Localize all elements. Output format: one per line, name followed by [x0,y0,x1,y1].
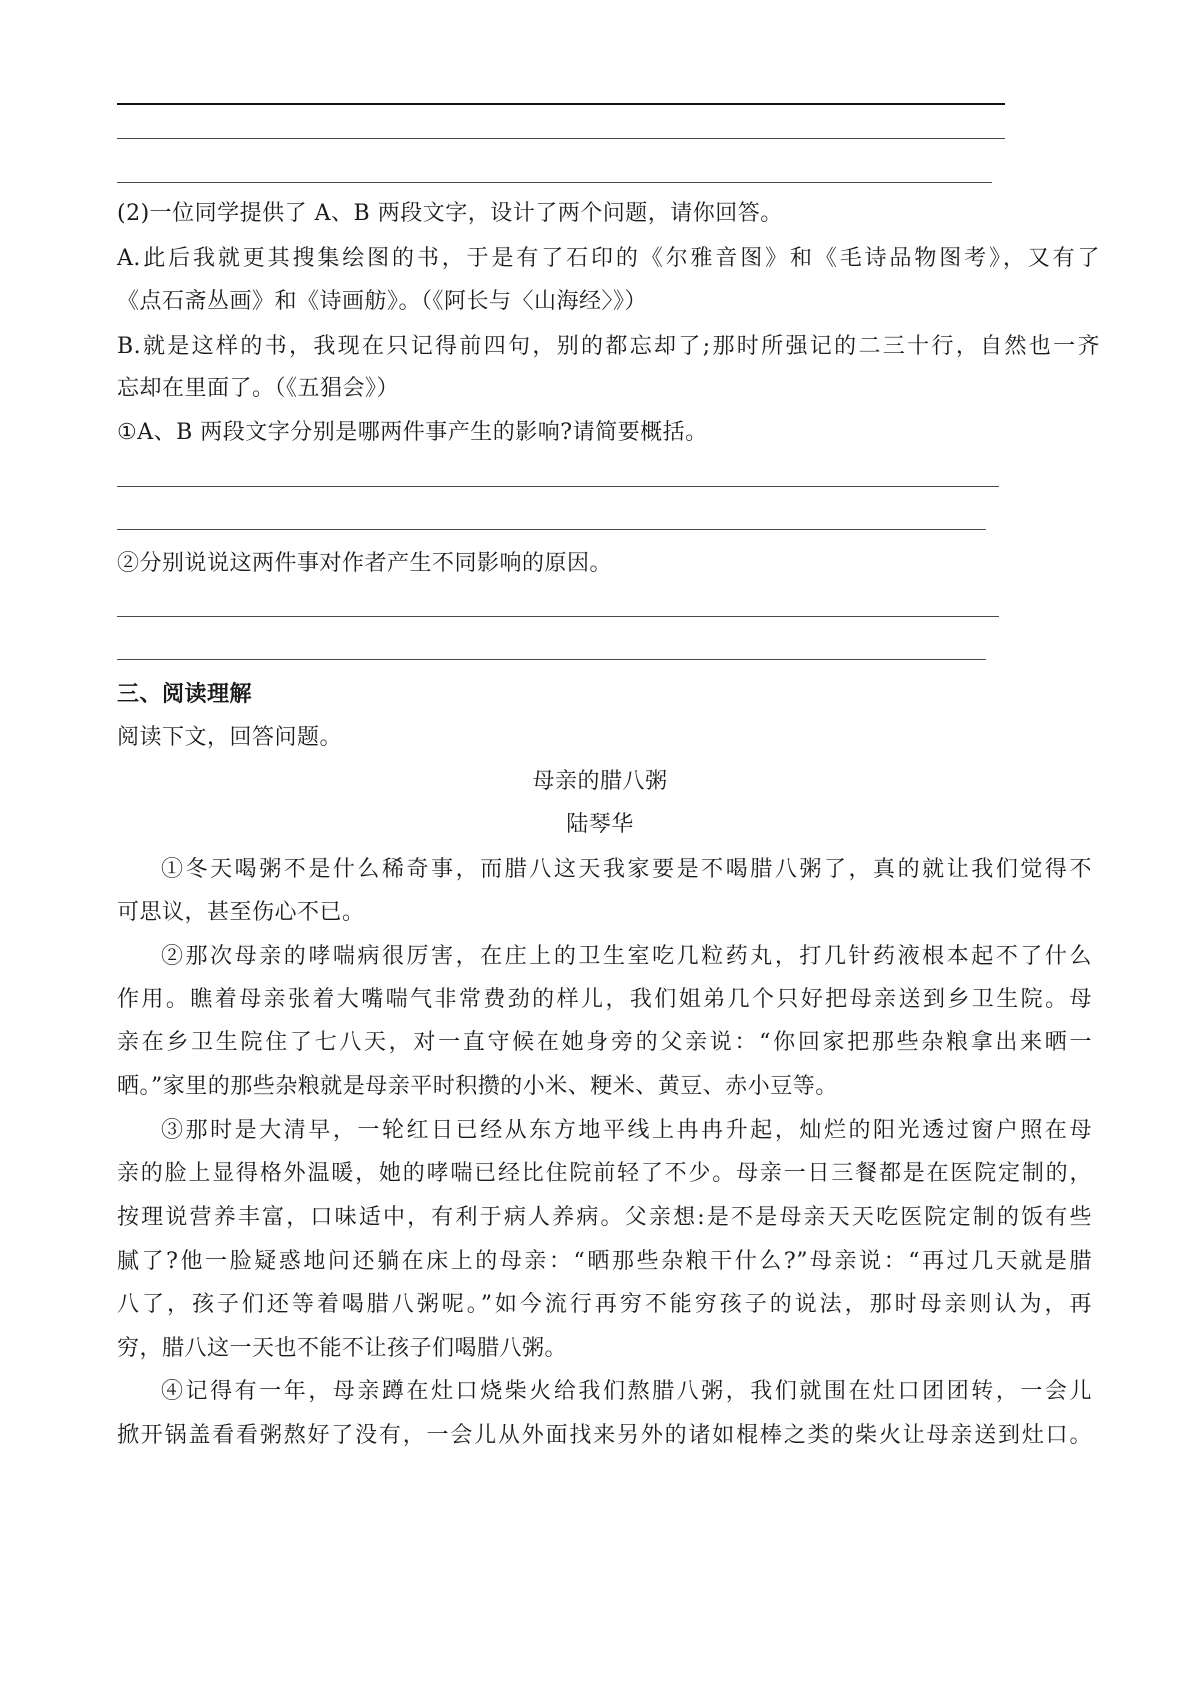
sub-question-1: ①A、B 两段文字分别是哪两件事产生的影响?请简要概括。 [117,420,708,445]
answer-line[interactable] [117,103,1005,105]
paragraph-line: 晒。”家里的那些杂粮就是母亲平时积攒的小米、粳米、黄豆、赤小豆等。 [117,1074,838,1099]
answer-line[interactable] [117,182,992,183]
paragraph-line: 亲的脸上显得格外温暖，她的哮喘已经比住院前轻了不少。母亲一日三餐都是在医院定制的， [117,1161,1092,1186]
paragraph-line: 可思议，甚至伤心不已。 [117,900,365,925]
instruction: 阅读下文，回答问题。 [117,725,343,750]
answer-line[interactable] [117,486,999,487]
article-author: 陆琴华 [566,812,634,837]
question-2: (2)一位同学提供了 A、B 两段文字，设计了两个问题，请你回答。 [117,201,783,226]
paragraph-line: 八了，孩子们还等着喝腊八粥呢。”如今流行再穷不能穷孩子的说法，那时母亲则认为，再 [117,1292,1092,1317]
paragraph-line: 作用。瞧着母亲张着大嘴喘气非常费劲的样儿，我们姐弟几个只好把母亲送到乡卫生院。母 [117,987,1092,1012]
paragraph-line: 按理说营养丰富，口味适中，有利于病人养病。父亲想:是不是母亲天天吃医院定制的饭有些 [117,1205,1092,1230]
paragraph-line: 腻了?他一脸疑惑地问还躺在床上的母亲：“晒那些杂粮干什么?”母亲说：“再过几天就是腊 [117,1249,1092,1274]
paragraph-line: 亲在乡卫生院住了七八天，对一直守候在她身旁的父亲说：“你回家把那些杂粮拿出来晒一 [117,1030,1093,1055]
paragraph-line: ①冬天喝粥不是什么稀奇事，而腊八这天我家要是不喝腊八粥了，真的就让我们觉得不 [161,857,1092,882]
text-a-line: 《点石斋丛画》和《诗画舫》。（《阿长与〈山海经〉》） [117,289,648,314]
answer-line[interactable] [117,659,986,660]
paragraph-line: ③那时是大清早，一轮红日已经从东方地平线上冉冉升起，灿烂的阳光透过窗户照在母 [161,1118,1092,1143]
text-a-line: A.此后我就更其搜集绘图的书，于是有了石印的《尔雅音图》和《毛诗品物图考》，又有了 [117,246,1100,271]
text-b-line: B.就是这样的书，我现在只记得前四句，别的都忘却了;那时所强记的二三十行，自然也一齐 [117,334,1100,359]
paragraph-line: 穷，腊八这一天也不能不让孩子们喝腊八粥。 [117,1336,568,1361]
answer-line[interactable] [117,529,986,530]
answer-line[interactable] [117,616,999,617]
paragraph-line: ④记得有一年，母亲蹲在灶口烧柴火给我们熬腊八粥，我们就围在灶口团团转，一会儿 [161,1379,1092,1404]
sub-question-2: ②分别说说这两件事对作者产生不同影响的原因。 [117,551,613,576]
article-title: 母亲的腊八粥 [532,769,668,794]
paragraph-line: ②那次母亲的哮喘病很厉害，在庄上的卫生室吃几粒药丸，打几针药液根本起不了什么 [161,944,1092,969]
text-b-line: 忘却在里面了。（《五猖会》） [117,376,400,401]
section-heading: 三、阅读理解 [117,682,253,707]
answer-line[interactable] [117,138,1005,139]
paragraph-line: 掀开锅盖看看粥熬好了没有，一会儿从外面找来另外的诸如棍棒之类的柴火让母亲送到灶口。 [117,1423,1092,1448]
